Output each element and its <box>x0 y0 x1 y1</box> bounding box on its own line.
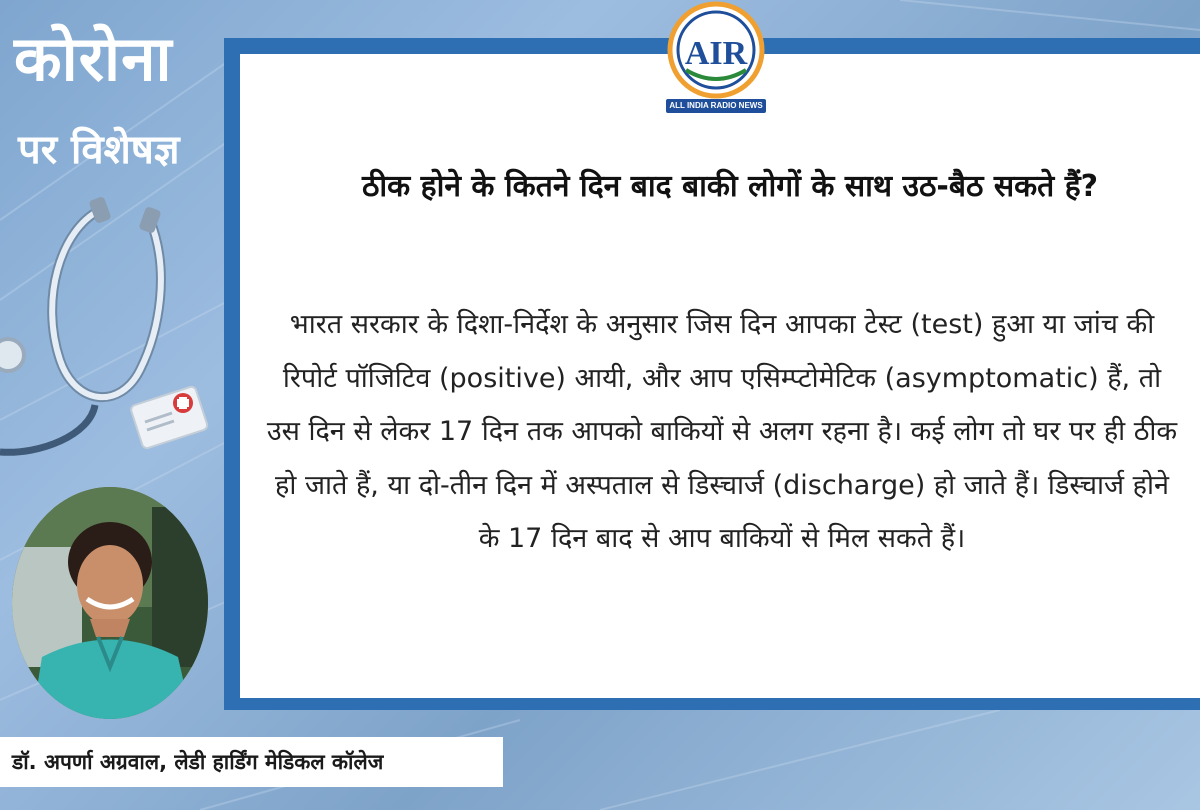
expert-photo <box>12 487 208 719</box>
logo-letters: AIR <box>684 35 748 72</box>
logo-caption: ALL INDIA RADIO NEWS <box>666 99 766 113</box>
question-heading: ठीक होने के कितने दिन बाद बाकी लोगों के साथ उठ-बैठ सकते हैं? <box>361 169 1099 204</box>
answer-text: भारत सरकार के दिशा-निर्देश के अनुसार जिस दिन आपका टेस्ट (test) हुआ या जांच की रिपोर्ट पॉजिटिव (positive) आयी, और आप एसिम्प्टोमेटिक (asymptomatic) हैं, तो उस दिन से लेकर 17 दिन तक आपको बाकियों से अलग रहना है। कई लोग तो घर पर ही ठीक हो जाते हैं, या दो-तीन दिन में अस्पताल से डिस्चार्ज (discharge) हो जाते हैं। डिस्चार्ज होने के 17 दिन बाद से आप बाकियों से मिल सकते हैं। <box>266 309 1178 554</box>
title-expert: पर विशेषज्ञ <box>18 127 180 173</box>
title-corona: कोरोना <box>14 22 173 95</box>
medical-card-icon <box>130 386 209 450</box>
expert-name: डॉ. अपर्णा अग्रवाल, लेडी हार्डिंग मेडिकल कॉलेज <box>0 737 503 787</box>
stethoscope-icon <box>0 190 230 480</box>
